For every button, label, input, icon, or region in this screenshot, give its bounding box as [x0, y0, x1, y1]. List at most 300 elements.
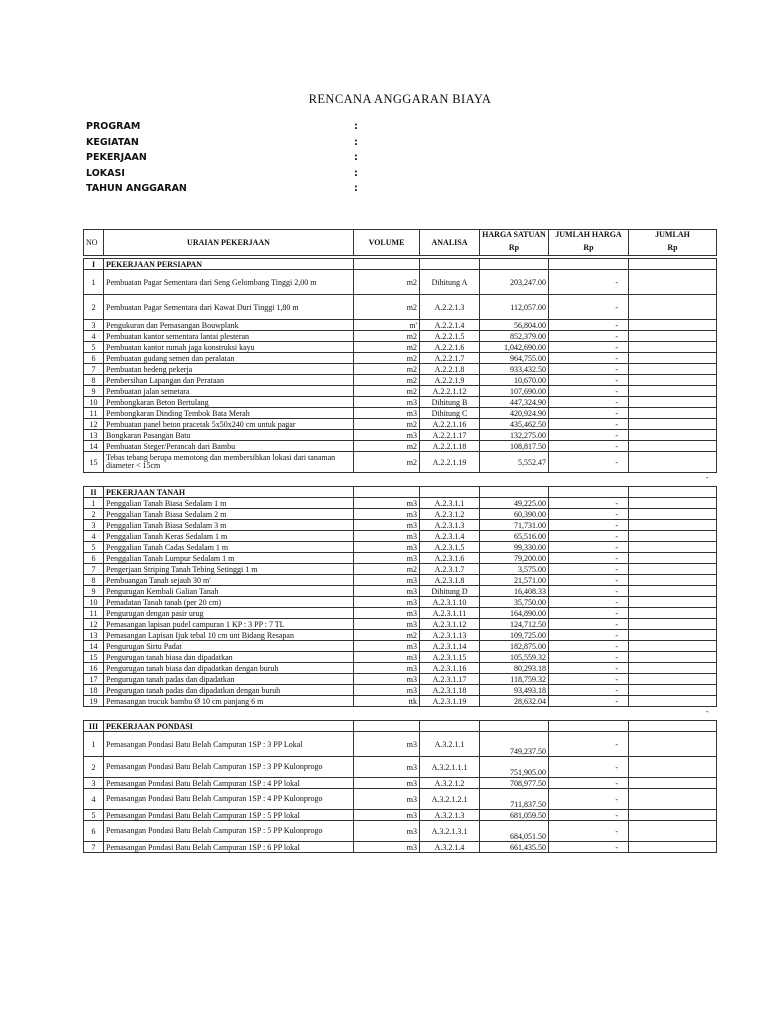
item-analisa: A.2.3.1.3: [420, 520, 480, 531]
empty-cell: [84, 473, 104, 487]
item-number: 15: [84, 452, 104, 473]
item-description: Pengurugan dengan pasir urug: [104, 608, 354, 619]
item-jumlah-harga: -: [549, 789, 629, 810]
item-number: 1: [84, 498, 104, 509]
item-harga-satuan: 80,293.18: [480, 663, 549, 674]
item-harga-satuan: 964,755.00: [480, 353, 549, 364]
item-unit: ttk: [354, 696, 420, 707]
item-unit: m2: [354, 386, 420, 397]
item-unit: m3: [354, 652, 420, 663]
item-description: Pemasangan Pondasi Batu Belah Campuran 1SP : 5 PP lokal: [104, 810, 354, 821]
item-analisa: A.3.2.1.2: [420, 778, 480, 789]
item-jumlah: [629, 789, 717, 810]
meta-row: [86, 183, 358, 199]
item-number: 10: [84, 397, 104, 408]
header-uraian: URAIAN PEKERJAAN: [104, 230, 354, 256]
item-description: Pembuatan Steger/Perancah dari Bambu: [104, 441, 354, 452]
table-row: [84, 520, 717, 531]
item-jumlah-harga: -: [549, 821, 629, 842]
item-number: 13: [84, 430, 104, 441]
empty-cell: [480, 259, 549, 270]
section-number: III: [84, 721, 104, 732]
item-jumlah-harga: -: [549, 674, 629, 685]
item-number: 8: [84, 575, 104, 586]
section-subtotal-row: [84, 707, 717, 721]
item-jumlah: [629, 498, 717, 509]
item-analisa: A.2.3.1.13: [420, 630, 480, 641]
table-row: [84, 674, 717, 685]
table-row: [84, 597, 717, 608]
item-harga-satuan: 105,559.32: [480, 652, 549, 663]
item-unit: m2: [354, 375, 420, 386]
item-harga-satuan: 3,575.00: [480, 564, 549, 575]
item-description: Pemasangan Lapisan Ijuk tebal 10 cm unt Bidang Resapan: [104, 630, 354, 641]
item-jumlah-harga: -: [549, 531, 629, 542]
item-harga-satuan: 749,237.50: [480, 732, 549, 757]
item-jumlah: [629, 619, 717, 630]
empty-cell: [629, 259, 717, 270]
section-row: [84, 259, 717, 270]
item-harga-satuan: 49,225.00: [480, 498, 549, 509]
item-harga-satuan: 118,759.32: [480, 674, 549, 685]
empty-cell: [629, 487, 717, 498]
table-row: [84, 441, 717, 452]
item-analisa: A.2.3.1.5: [420, 542, 480, 553]
item-number: 3: [84, 520, 104, 531]
item-analisa: Dihitung B: [420, 397, 480, 408]
item-jumlah: [629, 564, 717, 575]
item-number: 4: [84, 331, 104, 342]
empty-cell: [420, 473, 480, 487]
section-title: PEKERJAAN PERSIAPAN: [104, 259, 354, 270]
item-jumlah: [629, 732, 717, 757]
item-harga-satuan: 684,051.50: [480, 821, 549, 842]
empty-cell: [420, 259, 480, 270]
table-row: [84, 386, 717, 397]
section-number: I: [84, 259, 104, 270]
empty-cell: [420, 721, 480, 732]
item-harga-satuan: 435,462.50: [480, 419, 549, 430]
item-unit: m3: [354, 531, 420, 542]
item-jumlah: [629, 630, 717, 641]
item-description: Pembuatan gudang semen dan peralatan: [104, 353, 354, 364]
item-unit: m3: [354, 685, 420, 696]
item-unit: m3: [354, 810, 420, 821]
item-harga-satuan: 28,632.04: [480, 696, 549, 707]
table-row: [84, 353, 717, 364]
empty-cell: [480, 473, 549, 487]
header-volume: VOLUME: [354, 230, 420, 256]
section-number: II: [84, 487, 104, 498]
item-unit: m3: [354, 575, 420, 586]
table-row: [84, 270, 717, 295]
meta-colon: :: [354, 167, 358, 179]
table-row: [84, 375, 717, 386]
table-row: [84, 630, 717, 641]
item-number: 5: [84, 342, 104, 353]
item-number: 14: [84, 441, 104, 452]
document-title: RENCANA ANGGARAN BIAYA: [308, 92, 492, 106]
item-description: Pengurugan tanah biasa dan dipadatkan dengan buruh: [104, 663, 354, 674]
empty-cell: [629, 721, 717, 732]
table-row: [84, 641, 717, 652]
item-jumlah: [629, 586, 717, 597]
empty-cell: [354, 707, 420, 721]
item-unit: m3: [354, 542, 420, 553]
item-description: Pembuatan Pagar Sementara dari Kawat Duri Tinggi 1,80 m: [104, 295, 354, 320]
item-analisa: A.3.2.1.3.1: [420, 821, 480, 842]
item-number: 6: [84, 821, 104, 842]
item-analisa: A.2.3.1.8: [420, 575, 480, 586]
item-unit: m3: [354, 586, 420, 597]
item-harga-satuan: 56,804.00: [480, 320, 549, 331]
item-analisa: A.2.3.1.12: [420, 619, 480, 630]
item-unit: m2: [354, 295, 420, 320]
item-analisa: A.2.2.1.19: [420, 452, 480, 473]
table-row: [84, 364, 717, 375]
item-description: Pengurugan tanah padas dan dipadatkan: [104, 674, 354, 685]
item-number: 15: [84, 652, 104, 663]
item-jumlah-harga: -: [549, 810, 629, 821]
item-harga-satuan: 933,432.50: [480, 364, 549, 375]
item-number: 4: [84, 531, 104, 542]
item-analisa: A.2.3.1.14: [420, 641, 480, 652]
item-analisa: A.2.2.1.18: [420, 441, 480, 452]
item-harga-satuan: 124,712.50: [480, 619, 549, 630]
table-row: [84, 342, 717, 353]
item-harga-satuan: 681,059.50: [480, 810, 549, 821]
table-row: [84, 553, 717, 564]
item-jumlah: [629, 652, 717, 663]
table-row: [84, 696, 717, 707]
item-jumlah: [629, 842, 717, 853]
item-analisa: A.3.2.1.4: [420, 842, 480, 853]
table-row: [84, 430, 717, 441]
item-harga-satuan: 10,670.00: [480, 375, 549, 386]
empty-cell: [480, 721, 549, 732]
item-number: 4: [84, 789, 104, 810]
item-number: 11: [84, 608, 104, 619]
item-number: 3: [84, 320, 104, 331]
section-title: PEKERJAAN TANAH: [104, 487, 354, 498]
empty-cell: [354, 259, 420, 270]
item-description: Pemasangan Pondasi Batu Belah Campuran 1SP : 6 PP lokal: [104, 842, 354, 853]
item-jumlah-harga: -: [549, 597, 629, 608]
item-unit: m3: [354, 821, 420, 842]
table-row: [84, 821, 717, 842]
meta-label: PEKERJAAN: [86, 152, 147, 163]
item-unit: m2: [354, 630, 420, 641]
item-harga-satuan: 93,493.18: [480, 685, 549, 696]
table-row: [84, 397, 717, 408]
item-harga-satuan: 1,042,690.00: [480, 342, 549, 353]
item-analisa: Dihitung A: [420, 270, 480, 295]
item-unit: m3: [354, 553, 420, 564]
item-description: Pembongkaran Dinding Tembok Bata Merah: [104, 408, 354, 419]
table-row: [84, 810, 717, 821]
item-number: 9: [84, 386, 104, 397]
item-description: Pemasangan Pondasi Batu Belah Campuran 1SP : 4 PP Kulonprogo: [104, 789, 354, 810]
item-jumlah-harga: -: [549, 608, 629, 619]
item-jumlah-harga: -: [549, 320, 629, 331]
item-jumlah: [629, 674, 717, 685]
item-description: Penggalian Tanah Keras Sedalam 1 m: [104, 531, 354, 542]
item-unit: m2: [354, 452, 420, 473]
item-description: Pembersihan Lapangan dan Perataan: [104, 375, 354, 386]
item-description: Pemasangan Pondasi Batu Belah Campuran 1SP : 3 PP Lokal: [104, 732, 354, 757]
item-jumlah-harga: -: [549, 696, 629, 707]
item-jumlah-harga: -: [549, 364, 629, 375]
item-harga-satuan: 203,247.00: [480, 270, 549, 295]
empty-cell: [549, 473, 629, 487]
item-number: 12: [84, 619, 104, 630]
item-unit: m3: [354, 757, 420, 778]
item-description: Pembuangan Tanah sejauh 30 m': [104, 575, 354, 586]
item-description: Pengukuran dan Pemasangan Bouwplank: [104, 320, 354, 331]
table-row: [84, 331, 717, 342]
table-row: [84, 757, 717, 778]
item-harga-satuan: 21,571.00: [480, 575, 549, 586]
item-jumlah-harga: -: [549, 441, 629, 452]
item-jumlah-harga: -: [549, 342, 629, 353]
table-row: [84, 608, 717, 619]
empty-cell: [354, 721, 420, 732]
section-title: PEKERJAAN PONDASI: [104, 721, 354, 732]
item-jumlah-harga: -: [549, 386, 629, 397]
item-analisa: A.3.2.1.1.1: [420, 757, 480, 778]
item-number: 1: [84, 732, 104, 757]
item-harga-satuan: 708,977.50: [480, 778, 549, 789]
item-number: 16: [84, 663, 104, 674]
item-unit: m3: [354, 397, 420, 408]
item-description: Pembuatan bedeng pekerja: [104, 364, 354, 375]
table-row: [84, 789, 717, 810]
item-description: Tebas tebang berupa memotong dan membersihkan lokasi dari tanaman diameter < 15cm: [104, 452, 354, 473]
item-jumlah: [629, 295, 717, 320]
item-analisa: A.2.2.1.16: [420, 419, 480, 430]
item-jumlah: [629, 641, 717, 652]
item-description: Pemasangan Pondasi Batu Belah Campuran 1SP : 4 PP lokal: [104, 778, 354, 789]
item-jumlah-harga: -: [549, 842, 629, 853]
item-analisa: A.2.3.1.10: [420, 597, 480, 608]
item-jumlah-harga: -: [549, 641, 629, 652]
empty-cell: [420, 707, 480, 721]
item-jumlah-harga: -: [549, 520, 629, 531]
item-jumlah-harga: -: [549, 575, 629, 586]
item-number: 8: [84, 375, 104, 386]
meta-row: [86, 167, 358, 184]
item-analisa: Dihitung C: [420, 408, 480, 419]
item-unit: m': [354, 320, 420, 331]
item-analisa: A.2.3.1.17: [420, 674, 480, 685]
item-jumlah: [629, 441, 717, 452]
item-number: 2: [84, 757, 104, 778]
item-unit: m2: [354, 342, 420, 353]
item-jumlah: [629, 331, 717, 342]
item-unit: m3: [354, 498, 420, 509]
item-description: Pengerjaan Striping Tanah Tebing Setinggi 1 m: [104, 564, 354, 575]
item-unit: m2: [354, 331, 420, 342]
item-analisa: A.2.3.1.11: [420, 608, 480, 619]
item-harga-satuan: 661,435.50: [480, 842, 549, 853]
item-number: 11: [84, 408, 104, 419]
item-analisa: A.2.2.1.17: [420, 430, 480, 441]
item-analisa: A.2.2.1.12: [420, 386, 480, 397]
table-row: [84, 408, 717, 419]
item-jumlah-harga: -: [549, 619, 629, 630]
item-description: Bongkaran Pasangan Batu: [104, 430, 354, 441]
item-jumlah: [629, 757, 717, 778]
item-unit: m3: [354, 778, 420, 789]
empty-cell: [354, 487, 420, 498]
item-description: Penggalian Tanah Biasa Sedalam 2 m: [104, 509, 354, 520]
item-unit: m3: [354, 608, 420, 619]
project-meta: [86, 121, 358, 199]
item-description: Pemasangan Pondasi Batu Belah Campuran 1SP : 5 PP Kulonprogo: [104, 821, 354, 842]
item-jumlah-harga: -: [549, 452, 629, 473]
section-subtotal-row: [84, 473, 717, 487]
item-number: 3: [84, 778, 104, 789]
item-jumlah: [629, 430, 717, 441]
table-row: [84, 842, 717, 853]
item-jumlah-harga: -: [549, 586, 629, 597]
item-jumlah-harga: -: [549, 375, 629, 386]
item-jumlah-harga: -: [549, 652, 629, 663]
item-number: 18: [84, 685, 104, 696]
item-jumlah: [629, 397, 717, 408]
item-number: 6: [84, 553, 104, 564]
item-harga-satuan: 108,817.50: [480, 441, 549, 452]
item-description: Pengurugan tanah biasa dan dipadatkan: [104, 652, 354, 663]
item-description: Pemasangan trucuk bambu Ø 10 cm panjang 6 m: [104, 696, 354, 707]
item-analisa: A.2.2.1.9: [420, 375, 480, 386]
cost-table: [83, 229, 717, 853]
item-unit: m2: [354, 270, 420, 295]
item-analisa: A.2.3.1.4: [420, 531, 480, 542]
item-unit: m3: [354, 732, 420, 757]
empty-cell: [84, 707, 104, 721]
item-harga-satuan: 852,379.00: [480, 331, 549, 342]
meta-colon: :: [354, 152, 358, 163]
item-jumlah-harga: -: [549, 553, 629, 564]
table-row: [84, 732, 717, 757]
item-jumlah-harga: -: [549, 509, 629, 520]
empty-cell: [104, 707, 354, 721]
item-analisa: A.2.3.1.15: [420, 652, 480, 663]
item-jumlah: [629, 386, 717, 397]
item-unit: m3: [354, 520, 420, 531]
table-row: [84, 320, 717, 331]
header-jumlah-harga: JUMLAH HARGA Rp: [549, 230, 629, 256]
item-harga-satuan: 132,275.00: [480, 430, 549, 441]
table-row: [84, 685, 717, 696]
item-analisa: A.2.3.1.6: [420, 553, 480, 564]
item-jumlah: [629, 520, 717, 531]
item-description: Pemasangan Pondasi Batu Belah Campuran 1SP : 3 PP Kulonprogo: [104, 757, 354, 778]
item-harga-satuan: 112,057.00: [480, 295, 549, 320]
item-description: Penggalian Tanah Biasa Sedalam 3 m: [104, 520, 354, 531]
item-jumlah-harga: -: [549, 397, 629, 408]
item-unit: m3: [354, 641, 420, 652]
item-description: Pembuatan panel beton pracetak 5x50x240 cm untuk pagar: [104, 419, 354, 430]
item-analisa: A.2.2.1.6: [420, 342, 480, 353]
item-description: Pemadatan Tanah tanah (per 20 cm): [104, 597, 354, 608]
item-unit: m2: [354, 441, 420, 452]
meta-row: [86, 136, 358, 153]
empty-cell: [549, 707, 629, 721]
item-number: 5: [84, 542, 104, 553]
item-jumlah: [629, 320, 717, 331]
item-jumlah-harga: -: [549, 630, 629, 641]
item-harga-satuan: 35,750.00: [480, 597, 549, 608]
item-jumlah: [629, 821, 717, 842]
item-jumlah-harga: -: [549, 732, 629, 757]
item-jumlah: [629, 375, 717, 386]
table-row: [84, 542, 717, 553]
item-description: Penggalian Tanah Cadas Sedalam 1 m: [104, 542, 354, 553]
item-jumlah: [629, 408, 717, 419]
item-description: Pembuatan Pagar Sementara dari Seng Gelombang Tinggi 2,00 m: [104, 270, 354, 295]
item-number: 13: [84, 630, 104, 641]
item-jumlah: [629, 597, 717, 608]
item-unit: m3: [354, 674, 420, 685]
item-harga-satuan: 447,324.90: [480, 397, 549, 408]
item-jumlah-harga: -: [549, 778, 629, 789]
item-jumlah: [629, 542, 717, 553]
item-unit: m2: [354, 564, 420, 575]
item-number: 7: [84, 364, 104, 375]
item-number: 7: [84, 842, 104, 853]
item-unit: m2: [354, 364, 420, 375]
item-analisa: A.2.3.1.1: [420, 498, 480, 509]
item-description: Penggalian Tanah Lumpur Sedalam 1 m: [104, 553, 354, 564]
item-analisa: A.2.3.1.16: [420, 663, 480, 674]
header-analisa: ANALISA: [420, 230, 480, 256]
item-jumlah-harga: -: [549, 564, 629, 575]
item-harga-satuan: 16,408.33: [480, 586, 549, 597]
empty-cell: [549, 259, 629, 270]
item-jumlah-harga: -: [549, 331, 629, 342]
item-unit: m3: [354, 663, 420, 674]
item-unit: m3: [354, 619, 420, 630]
item-jumlah: [629, 810, 717, 821]
item-description: Pengurugan Sirtu Padat: [104, 641, 354, 652]
item-jumlah: [629, 531, 717, 542]
item-description: Pemasangan lapisan pudel campuran 1 KP : 3 PP : 7 TL: [104, 619, 354, 630]
empty-cell: [549, 721, 629, 732]
empty-cell: [549, 487, 629, 498]
empty-cell: [420, 487, 480, 498]
item-number: 12: [84, 419, 104, 430]
item-number: 7: [84, 564, 104, 575]
meta-row: [86, 152, 358, 168]
item-jumlah-harga: -: [549, 295, 629, 320]
table-row: [84, 619, 717, 630]
item-analisa: A.3.2.1.3: [420, 810, 480, 821]
item-harga-satuan: 164,890.00: [480, 608, 549, 619]
item-harga-satuan: 65,516.00: [480, 531, 549, 542]
item-description: Pembongkaran Beton Bertulang: [104, 397, 354, 408]
item-description: Pengurugan Kembali Galian Tanah: [104, 586, 354, 597]
meta-colon: :: [354, 121, 358, 132]
item-jumlah: [629, 696, 717, 707]
item-description: Pembuatan jalan semetara: [104, 386, 354, 397]
item-harga-satuan: 420,924.90: [480, 408, 549, 419]
item-jumlah: [629, 419, 717, 430]
item-number: 2: [84, 509, 104, 520]
item-unit: m3: [354, 842, 420, 853]
item-unit: m3: [354, 597, 420, 608]
